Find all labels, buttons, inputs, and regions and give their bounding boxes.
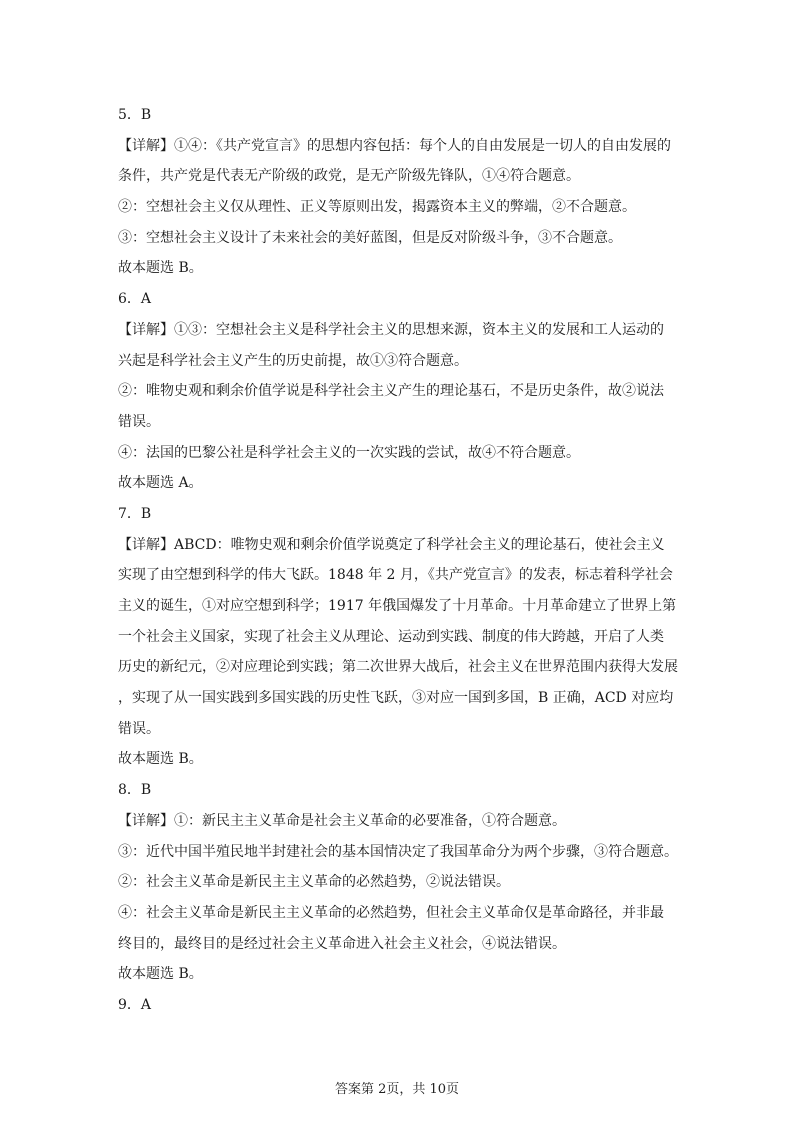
explanation-line: ④：法国的巴黎公社是科学社会主义的一次实践的尝试，故④不符合题意。 [118,444,580,461]
explanation-line: 实现了由空想到科学的伟大飞跃。1848 年 2 月，《共产党宣言》的发表，标志着科学社会 [118,567,673,584]
explanation-line: 故本题选 A。 [118,475,203,492]
question-number: 7．B [118,505,152,522]
explanation-line: 兴起是科学社会主义产生的历史前提，故①③符合题意。 [118,352,468,369]
explanation-line: 【详解】ABCD：唯物史观和剩余价值学说奠定了科学社会主义的理论基石，使社会主义 [118,536,665,553]
explanation-line: 条件，共产党是代表无产阶级的政党，是无产阶级先锋队，①④符合题意。 [118,168,580,185]
explanation-line: 故本题选 B。 [118,751,203,768]
explanation-line: ④：社会主义革命是新民主主义革命的必然趋势，但社会主义革命仅是革命路径，并非最 [118,904,664,921]
answer-item [118,284,688,499]
answer-item [118,499,688,775]
answer-content [118,100,688,1021]
explanation-line: ③：近代中国半殖民地半封建社会的基本国情决定了我国革命分为两个步骤，③符合题意。 [118,843,678,860]
explanation-line: ②：空想社会主义仅从理性、正义等原则出发，揭露资本主义的弊端，②不合题意。 [118,199,636,216]
explanation-line: 主义的诞生，①对应空想到科学；1917 年俄国爆发了十月革命。十月革命建立了世界上第 [118,598,677,614]
explanation-line: ，实现了从一国实践到多国实践的历史性飞跃，③对应一国到多国，B 正确，ACD 对应均 [118,690,674,707]
explanation-line: 【详解】①③：空想社会主义是科学社会主义的思想来源，资本主义的发展和工人运动的 [118,321,664,338]
explanation-line: 故本题选 B。 [118,966,203,983]
answer-item [118,100,688,284]
answer-item [118,775,688,990]
question-number: 5．B [118,107,152,123]
question-number: 8．B [118,782,152,799]
explanation-line: 历史的新纪元，②对应理论到实践；第二次世界大战后，社会主义在世界范围内获得大发展 [118,659,678,676]
explanation-line: 终目的，最终目的是经过社会主义革命进入社会主义社会，④说法错误。 [118,935,566,952]
explanation-line: 错误。 [118,413,160,430]
question-number: 9．A [118,996,152,1013]
explanation-line: 【详解】①④：《共产党宣言》的思想内容包括：每个人的自由发展是一切人的自由发展的 [118,137,671,154]
explanation-line: ②：唯物史观和剩余价值学说是科学社会主义产生的理论基石，不是历史条件，故②说法 [118,383,664,400]
explanation-line: 错误。 [118,720,160,737]
explanation-line: ②：社会主义革命是新民主主义革命的必然趋势，②说法错误。 [118,874,510,891]
page-footer: 答案第 2页，共 10页 [334,1082,460,1097]
explanation-line: 【详解】①：新民主主义革命是社会主义革命的必要准备，①符合题意。 [118,812,566,829]
explanation-line: ③：空想社会主义设计了未来社会的美好蓝图，但是反对阶级斗争，③不合题意。 [118,229,622,246]
explanation-line: 故本题选 B。 [118,260,203,277]
question-number: 6．A [118,291,152,308]
answer-item [118,990,688,1021]
explanation-line: 一个社会主义国家，实现了社会主义从理论、运动到实践、制度的伟大跨越，开启了人类 [118,628,664,645]
